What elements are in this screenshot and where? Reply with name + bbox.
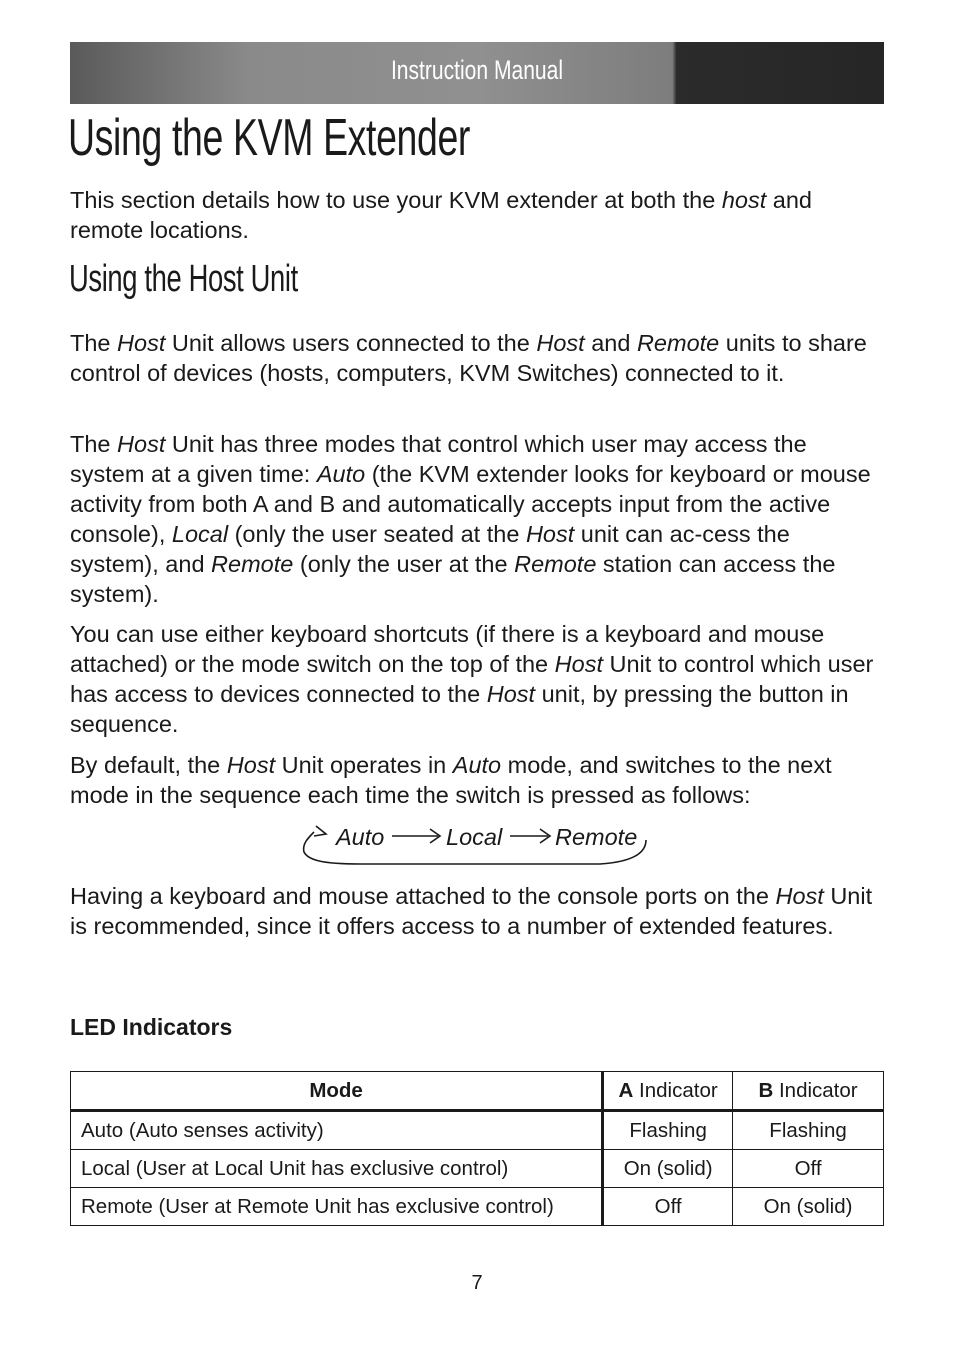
cell-b-indicator: On (solid) xyxy=(733,1188,884,1226)
table-row xyxy=(71,1150,884,1188)
column-header-b-indicator: B Indicator xyxy=(733,1072,884,1111)
cell-mode: Local (User at Local Unit has exclusive control) xyxy=(71,1150,603,1188)
loop-arrowhead xyxy=(314,826,326,836)
column-header-mode: Mode xyxy=(71,1072,603,1111)
host-unit-paragraph-4: By default, the Host Unit operates in Auto mode, and switches to the next mode in the sequence each time the switch is pressed as follows: xyxy=(70,752,832,808)
led-indicators-heading: LED Indicators xyxy=(70,1014,233,1040)
mode-local: Local xyxy=(446,824,503,850)
cell-a-indicator: Off xyxy=(603,1188,733,1226)
cell-a-indicator: Flashing xyxy=(603,1111,733,1150)
cell-b-indicator: Flashing xyxy=(733,1111,884,1150)
host-unit-paragraph-1: The Host Unit allows users connected to the Host and Remote units to share control of devices (hosts, computers, KVM Switches) connected to it. xyxy=(70,330,867,386)
header-title: Instruction Manual xyxy=(390,55,564,85)
section-title: Using the Host Unit xyxy=(69,258,298,300)
host-unit-paragraph-3: You can use either keyboard shortcuts (if there is a keyboard and mouse attached) or the mode switch on the top of the Host Unit to control which user has access to devices connected to the Host unit, by pressing the button in sequence. xyxy=(70,621,874,737)
cell-mode: Remote (User at Remote Unit has exclusive control) xyxy=(71,1188,603,1226)
table-row xyxy=(71,1111,884,1150)
cell-mode: Auto (Auto senses activity) xyxy=(71,1111,603,1150)
page-title: Using the KVM Extender xyxy=(68,109,471,167)
mode-cycle-diagram xyxy=(300,820,660,876)
page-number: 7 xyxy=(471,1272,483,1294)
mode-auto: Auto xyxy=(336,824,385,850)
led-indicators-table xyxy=(70,1071,884,1226)
intro-paragraph: This section details how to use your KVM extender at both the host and remote locations. xyxy=(70,187,812,243)
table-row xyxy=(71,1188,884,1226)
column-header-a-indicator: A Indicator xyxy=(603,1072,733,1111)
table-header-row xyxy=(71,1072,884,1111)
mode-remote: Remote xyxy=(555,824,638,850)
cell-a-indicator: On (solid) xyxy=(603,1150,733,1188)
cell-b-indicator: Off xyxy=(733,1150,884,1188)
host-unit-paragraph-2: The Host Unit has three modes that control which user may access the system at a given time: Auto (the KVM extender looks for keyboard or mouse activity from both A and B and automatically accepts input from the active console), Local (only the user seated at the Host unit can ac-cess the system), and Remote (only the user at the Remote station can access the system). xyxy=(70,431,871,607)
host-unit-paragraph-5: Having a keyboard and mouse attached to the console ports on the Host Unit is recommended, since it offers access to a number of extended features. xyxy=(70,883,873,939)
header-bar xyxy=(70,42,884,104)
